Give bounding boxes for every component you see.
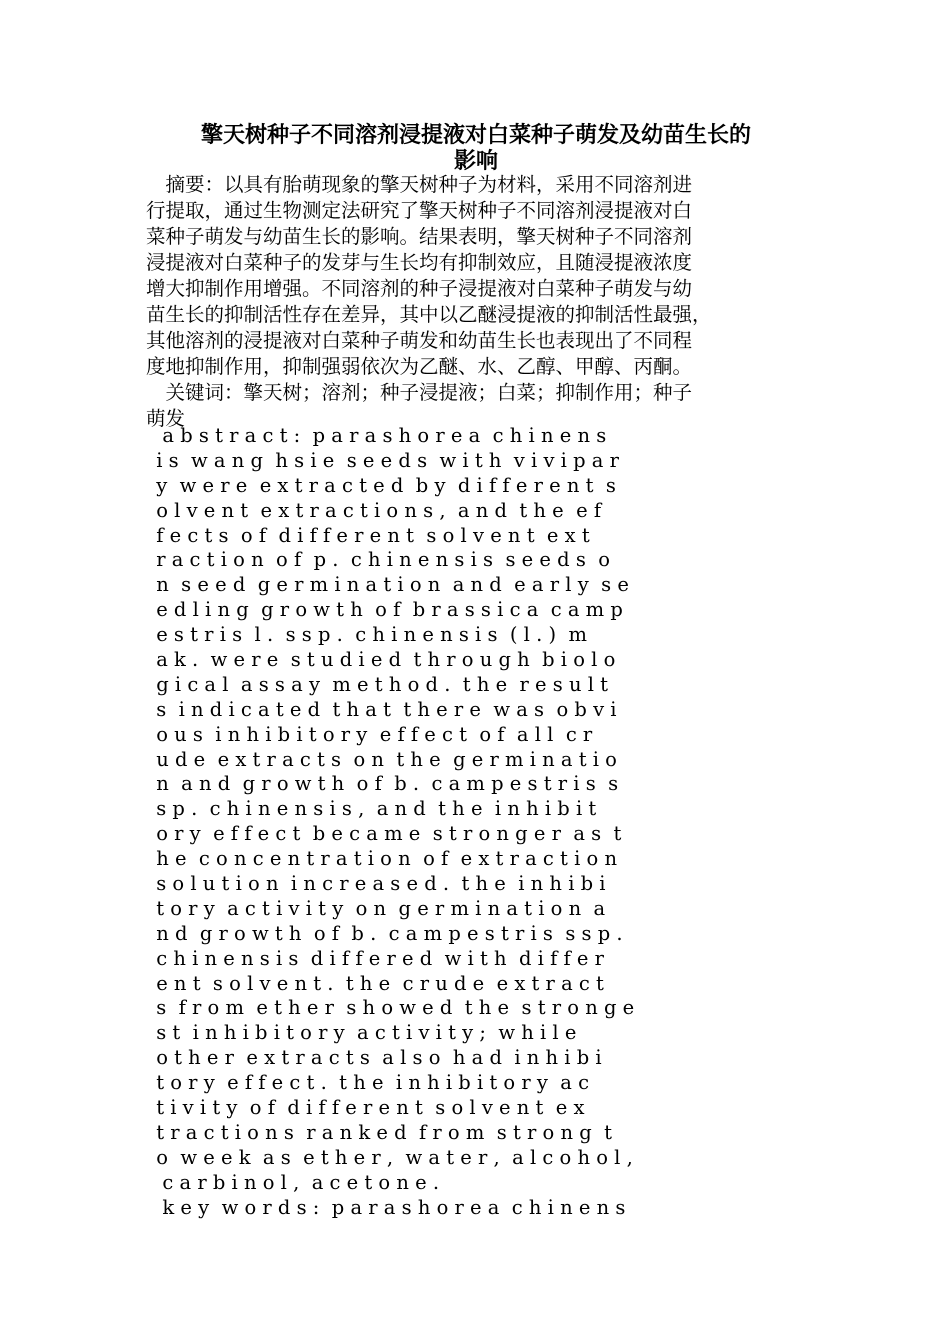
keywords-cn-line: 萌发 — [146, 407, 186, 430]
abstract-en-line: e d l i n g g r o w t h o f b r a s s i c a c a m p — [150, 598, 623, 622]
abstract-en-line: e n t s o l v e n t . t h e c r u d e e x t r a c t — [150, 971, 604, 995]
abstract-cn-line: 行提取，通过生物测定法研究了擎天树种子不同溶剂浸提液对白 — [146, 199, 693, 222]
abstract-en-line: o l v e n t e x t r a c t i o n s , a n d t h e e f — [150, 498, 602, 522]
abstract-en-line: u d e e x t r a c t s o n t h e g e r m i n a t i o — [150, 747, 617, 771]
title-line: 影响 — [453, 148, 498, 174]
abstract-en-line: s o l u t i o n i n c r e a s e d . t h e i n h i b i — [150, 872, 606, 896]
abstract-en-line: c a r b i n o l , a c e t o n e . — [150, 1170, 440, 1194]
abstract-en-line: n s e e d g e r m i n a t i o n a n d e a r l y s e — [150, 573, 629, 597]
abstract-cn-line: 增大抑制作用增强。不同溶剂的种子浸提液对白菜种子萌发与幼 — [146, 277, 693, 300]
abstract-en-line: e s t r i s l . s s p . c h i n e n s i s ( l . ) m — [150, 623, 587, 647]
abstract-cn-line: 摘要：以具有胎萌现象的擎天树种子为材料，采用不同溶剂进 — [146, 173, 693, 196]
abstract-en-line: n d g r o w t h o f b . c a m p e s t r i s s s p . — [150, 921, 623, 945]
abstract-cn-line: 浸提液对白菜种子的发芽与生长均有抑制效应，且随浸提液浓度 — [146, 251, 693, 274]
abstract-en-line: g i c a l a s s a y m e t h o d . t h e r e s u l t — [150, 672, 609, 696]
abstract-en-line: n a n d g r o w t h o f b . c a m p e s t r i s s — [150, 772, 619, 796]
abstract-en-line: c h i n e n s i s d i f f e r e d w i t h d i f f e r — [150, 946, 604, 970]
abstract-cn-line: 其他溶剂的浸提液对白菜种子萌发和幼苗生长也表现出了不同程 — [146, 329, 693, 352]
abstract-en-line: o u s i n h i b i t o r y e f f e c t o f a l l c r — [150, 722, 593, 746]
abstract-en-line: h e c o n c e n t r a t i o n o f e x t r a c t i o n — [150, 847, 618, 871]
english-abstract-section — [150, 424, 800, 1221]
abstract-en-line: y w e r e e x t r a c t e d b y d i f f e r e n t s — [150, 473, 616, 497]
abstract-en-line: s f r o m e t h e r s h o w e d t h e s t r o n g e — [150, 996, 635, 1020]
abstract-en-line: t o r y e f f e c t . t h e i n h i b i t o r y a c — [150, 1071, 590, 1095]
keywords-en-line: k e y w o r d s : p a r a s h o r e a c h i n e n s — [150, 1195, 626, 1219]
abstract-en-line: s i n d i c a t e d t h a t t h e r e w a s o b v i — [150, 697, 617, 721]
abstract-en-line: a b s t r a c t : p a r a s h o r e a c h i n e n s — [150, 424, 607, 447]
abstract-cn-line: 菜种子萌发与幼苗生长的影响。结果表明，擎天树种子不同溶剂 — [146, 225, 693, 248]
title-line: 擎天树种子不同溶剂浸提液对白菜种子萌发及幼苗生长的 — [200, 122, 751, 148]
abstract-en-line: f e c t s o f d i f f e r e n t s o l v e n t e x t — [150, 523, 590, 547]
abstract-cn-line: 度地抑制作用，抑制强弱依次为乙醚、水、乙醇、甲醇、丙酮。 — [146, 355, 693, 378]
abstract-en-line: a k . w e r e s t u d i e d t h r o u g h b i o l o — [150, 648, 616, 672]
abstract-en-line: i s w a n g h s i e s e e d s w i t h v i v i p a r — [150, 448, 619, 472]
abstract-en-line: o t h e r e x t r a c t s a l s o h a d i n h i b i — [150, 1046, 602, 1070]
abstract-en-line: s t i n h i b i t o r y a c t i v i t y ; w h i l e — [150, 1021, 577, 1045]
abstract-en-line: s p . c h i n e n s i s , a n d t h e i n h i b i t — [150, 797, 597, 821]
abstract-en-line: t o r y a c t i v i t y o n g e r m i n a t i o n a — [150, 896, 606, 920]
abstract-en-line: o w e e k a s e t h e r , w a t e r , a l c o h o l , — [150, 1145, 633, 1169]
abstract-en-line: r a c t i o n o f p . c h i n e n s i s s e e d s o — [150, 548, 610, 572]
abstract-en-line: t i v i t y o f d i f f e r e n t s o l v e n t e x — [150, 1096, 585, 1120]
chinese-abstract-section — [146, 172, 786, 432]
abstract-cn-line: 苗生长的抑制活性存在差异，其中以乙醚浸提液的抑制活性最强， — [146, 303, 712, 326]
abstract-en-line: o r y e f f e c t b e c a m e s t r o n g e r a s t — [150, 822, 622, 846]
keywords-cn-line: 关键词：擎天树；溶剂；种子浸提液；白菜；抑制作用；种子 — [146, 381, 693, 404]
abstract-en-line: t r a c t i o n s r a n k e d f r o m s t r o n g t — [150, 1120, 612, 1144]
document-title — [146, 122, 806, 174]
